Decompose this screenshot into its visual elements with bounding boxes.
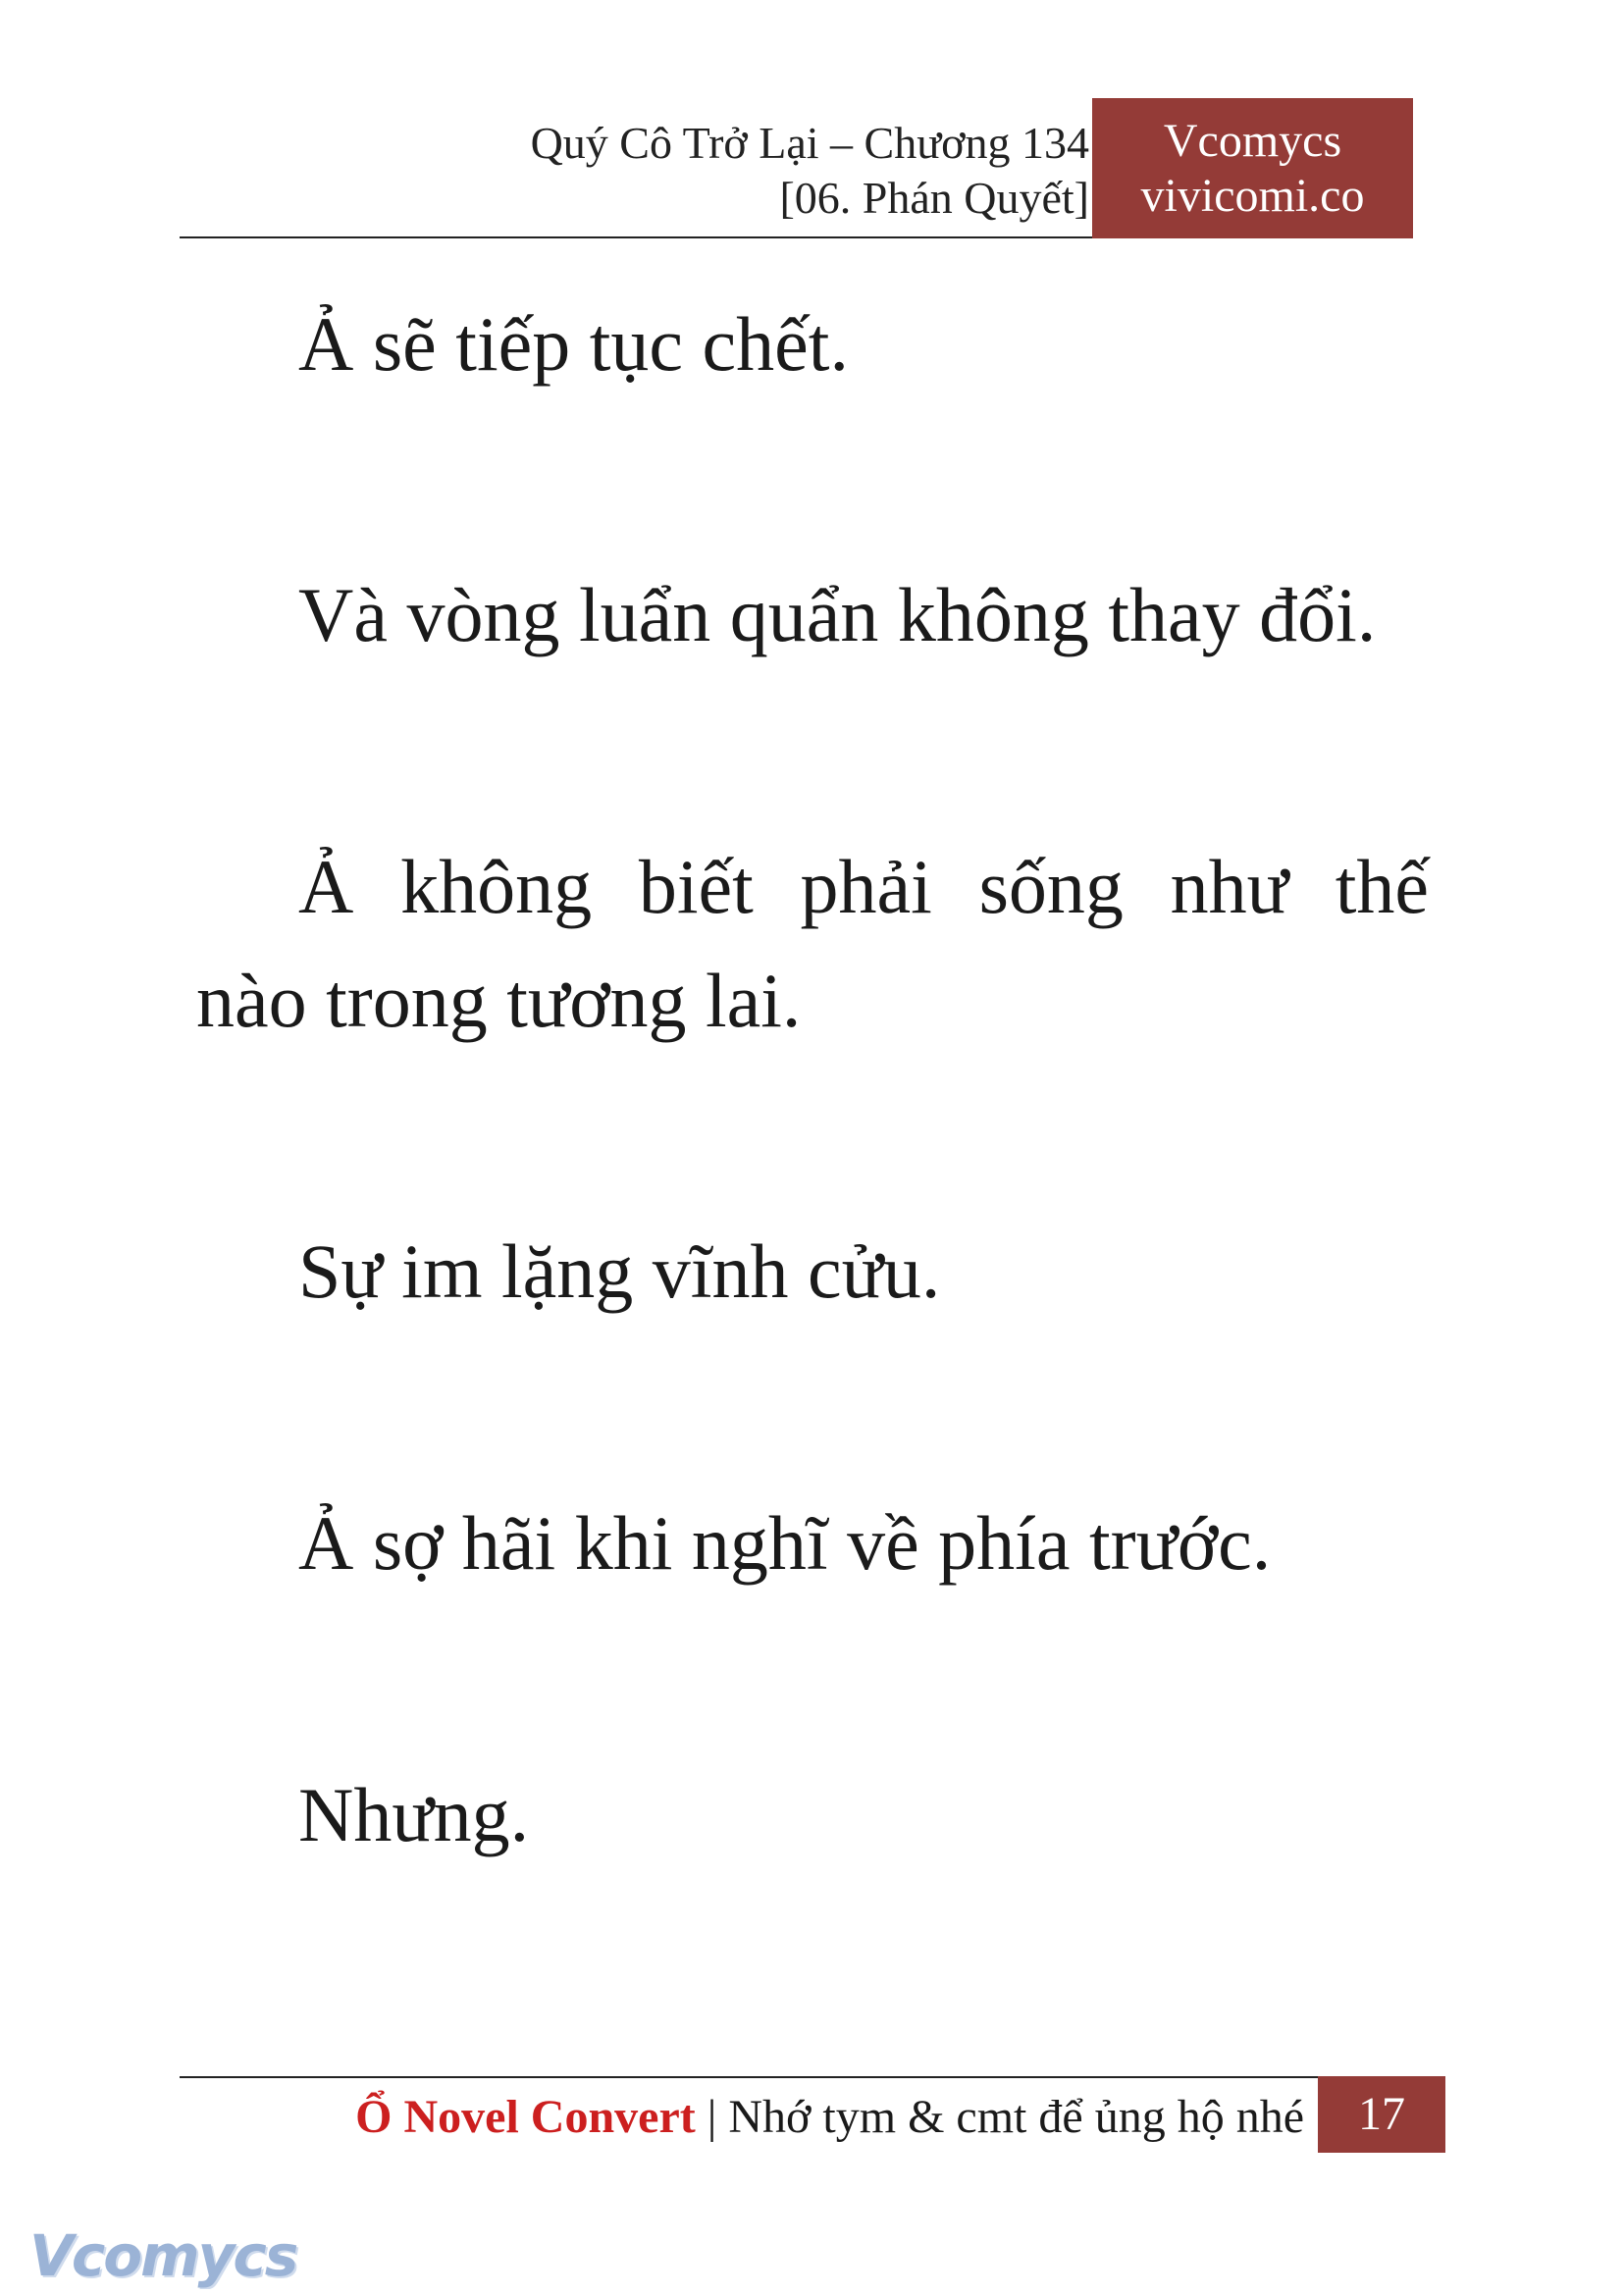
paragraph xyxy=(196,558,1429,672)
paragraph xyxy=(196,287,1429,401)
paragraph-text: Và vòng luẩn quẩn không thay đổi. xyxy=(298,572,1377,657)
site-brand-url: vivicomi.co xyxy=(1140,170,1365,222)
page-number: 17 xyxy=(1318,2076,1445,2153)
paragraph-text: Ả sợ hãi khi nghĩ về phía trước. xyxy=(298,1500,1272,1586)
site-brand-badge xyxy=(1092,98,1413,238)
footer-note xyxy=(355,2088,1304,2147)
paragraph-text: Nhưng. xyxy=(298,1772,530,1857)
paragraph xyxy=(196,830,1429,1058)
chapter-title xyxy=(531,116,1089,226)
paragraph-text: Ả sẽ tiếp tục chết. xyxy=(298,301,849,387)
footer-separator: | xyxy=(707,2091,717,2143)
paragraph xyxy=(196,1215,1429,1329)
footer-divider xyxy=(180,2076,1318,2078)
paragraph xyxy=(196,1487,1429,1600)
footer-brand: Ổ Novel Convert xyxy=(355,2091,696,2143)
paragraph xyxy=(196,1758,1429,1872)
header-divider xyxy=(180,236,1092,238)
paragraph-text-continued: nào trong tương lai. xyxy=(196,958,802,1043)
paragraph-text: Ả không biết phải sống như thế xyxy=(298,844,1429,929)
chapter-title-line2: [06. Phán Quyết] xyxy=(779,173,1089,223)
chapter-title-line1: Quý Cô Trở Lại – Chương 134 xyxy=(530,118,1089,168)
site-brand-name: Vcomycs xyxy=(1163,115,1342,167)
paragraph-text: Sự im lặng vĩnh cửu. xyxy=(298,1228,941,1314)
footer-message: Nhớ tym & cmt để ủng hộ nhé xyxy=(728,2091,1304,2143)
watermark-logo: Vcomycs xyxy=(29,2222,297,2289)
